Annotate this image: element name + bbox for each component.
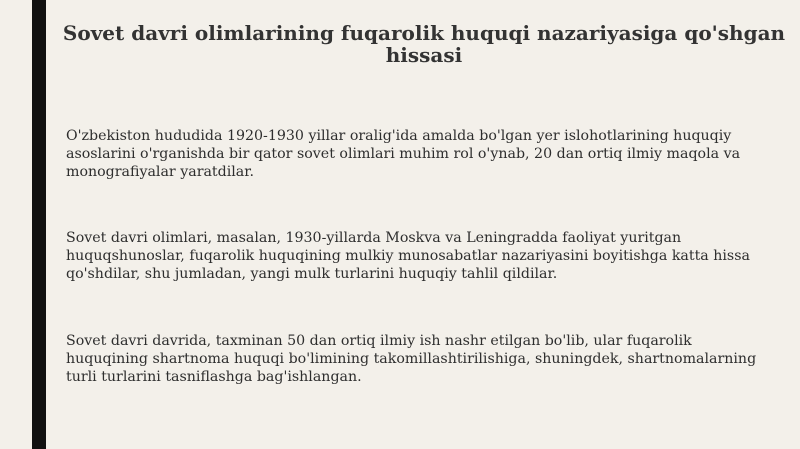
paragraph-land-reform: O'zbekiston hududida 1920-1930 yillar oralig'ida amalda bo'lgan yer islohotlarining huquqiy asoslarini o'rganishda bir qator sovet olimlari muhim rol o'ynab, 20 dan ortiq ilmiy maqola va monografiyalar yaratdilar. [66,128,741,180]
slide-title: Sovet davri olimlarining fuqarolik huquqi nazariyasiga qo'shgan hissasi [62,21,786,67]
paragraph-property-theory: Sovet davri olimlari, masalan, 1930-yillarda Moskva va Leningradda faoliyat yuritgan huquqshunoslar, fuqarolik huquqining mulkiy munosabatlar nazariyasini boyitishga katta hissa qo'shdilar, shu jumladan, yangi mulk turlarini huquqiy tahlil qildilar. [66,230,750,282]
paragraph-contract-law: Sovet davri davrida, taxminan 50 dan ortiq ilmiy ish nashr etilgan bo'lib, ular fuqarolik huquqining shartnoma huquqi bo'limining takomillashtirilishiga, shuningdek, shartnomalarning turli turlarini tasniflashga bag'ishlangan. [66,333,757,385]
left-accent-bar [32,0,46,449]
